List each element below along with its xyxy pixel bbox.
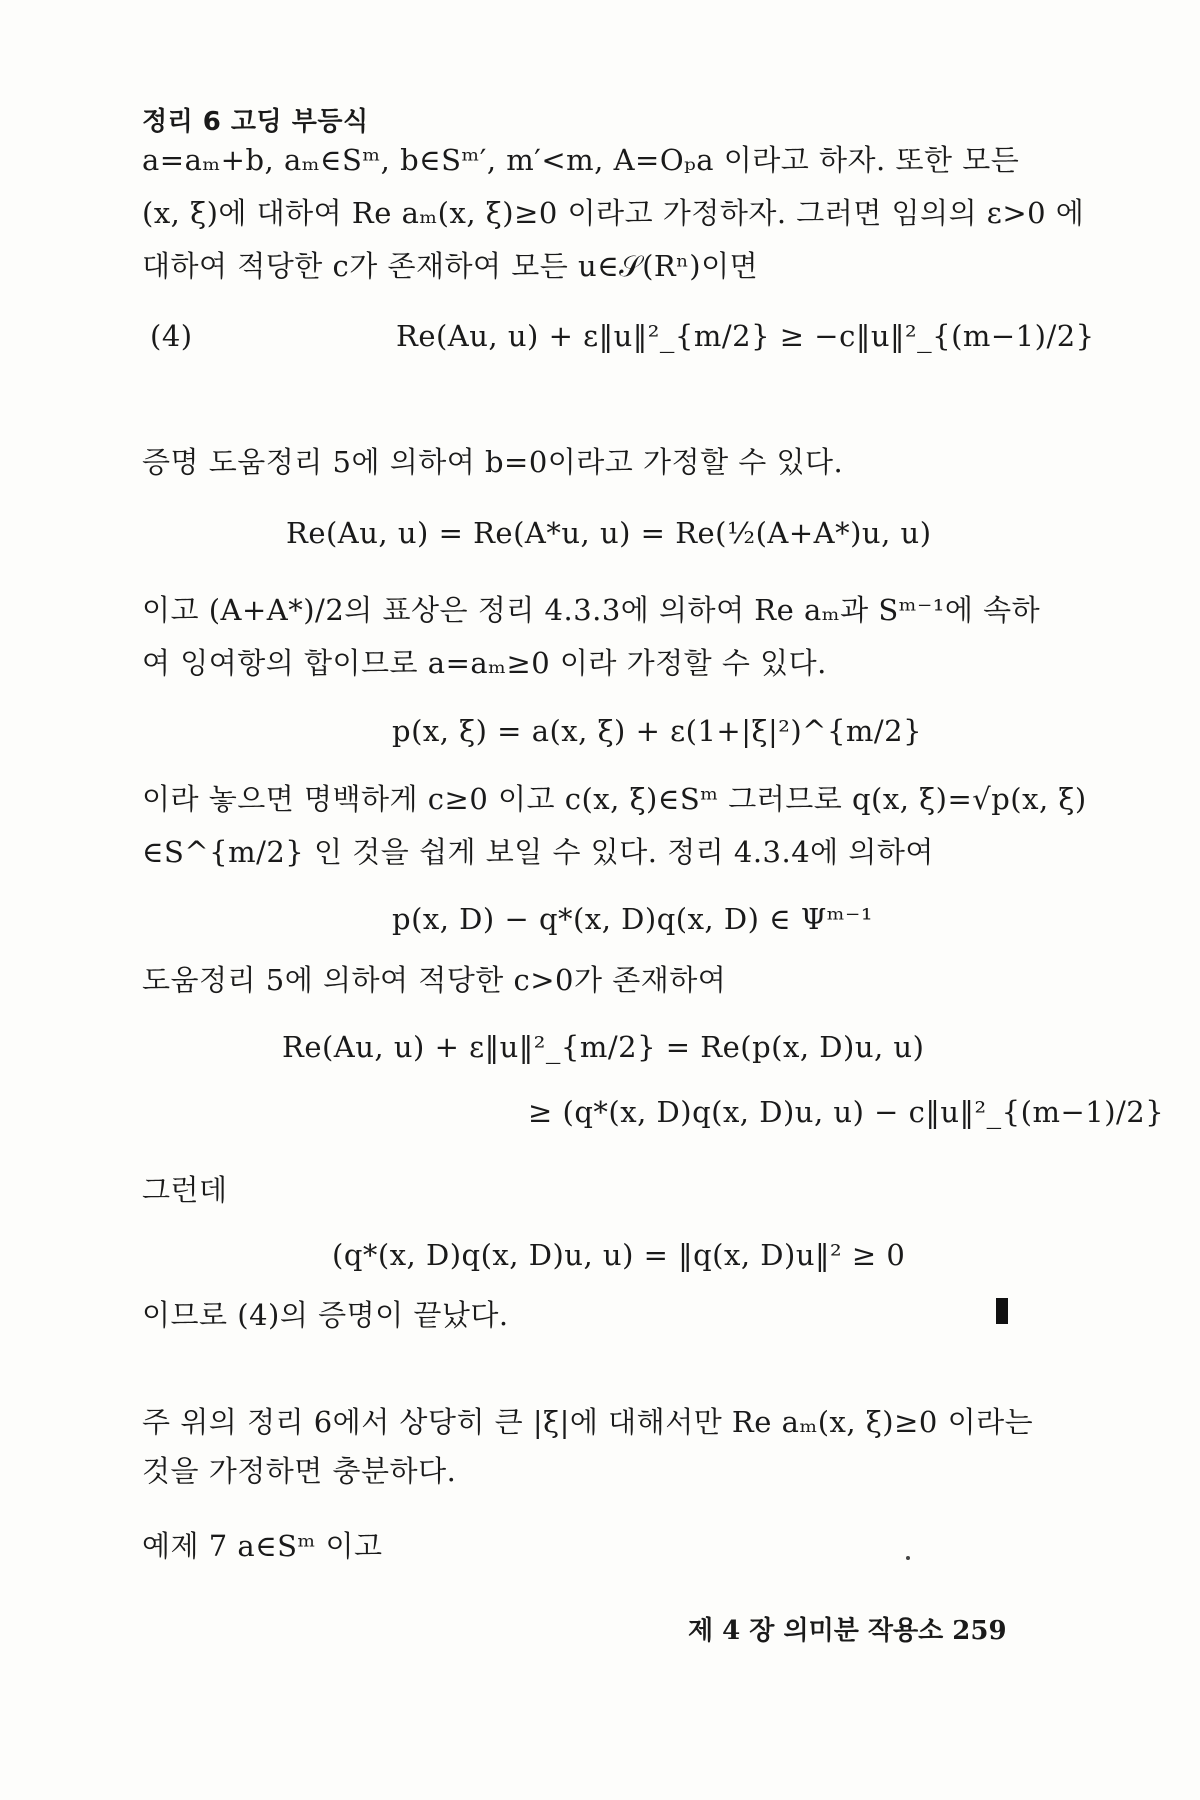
equation-re2-line-2: ≥ (q*(x, D)q(x, D)u, u) − c‖u‖²_{(m−1)/2} — [528, 1095, 1165, 1129]
theorem-line-1: a=aₘ+b, aₘ∈Sᵐ, b∈Sᵐ′, m′<m, A=Oₚa 이라고 하자. 또한 모든 — [142, 143, 1020, 177]
theorem-heading: 정리 6 고딩 부등식 — [142, 107, 369, 137]
page-footer: 제 4 장 의미분 작용소 259 — [688, 1616, 1007, 1646]
equation-q: (q*(x, D)q(x, D)u, u) = ‖q(x, D)u‖² ≥ 0 — [332, 1238, 906, 1272]
equation-re2-line-1: Re(Au, u) + ε‖u‖²_{m/2} = Re(p(x, D)u, u) — [282, 1030, 925, 1064]
theorem-line-2: (x, ξ)에 대하여 Re aₘ(x, ξ)≥0 이라고 가정하자. 그러면 임의의 ε>0 에 — [142, 196, 1085, 230]
stray-dot — [906, 1556, 910, 1560]
example-heading: 예제 7 a∈Sᵐ 이고 — [142, 1529, 383, 1563]
paragraph-3-line-1: 이라 놓으면 명백하게 c≥0 이고 c(x, ξ)∈Sᵐ 그러므로 q(x, ξ)=√p(x, ξ) — [142, 782, 1087, 816]
proof-end-line: 이므로 (4)의 증명이 끝났다. — [142, 1298, 509, 1332]
paragraph-2-line-1: 이고 (A+A*)/2의 표상은 정리 4.3.3에 의하여 Re aₘ과 Sᵐ⁻¹에 속하 — [142, 593, 1041, 627]
end-of-proof-mark — [996, 1298, 1008, 1324]
paragraph-3-line-2: ∈S^{m/2} 인 것을 쉽게 보일 수 있다. 정리 4.3.4에 의하여 — [142, 835, 934, 869]
note-line-1: 주 위의 정리 6에서 상당히 큰 |ξ|에 대해서만 Re aₘ(x, ξ)≥0 이라는 — [142, 1405, 1034, 1439]
equation-pq: p(x, D) − q*(x, D)q(x, D) ∈ Ψᵐ⁻¹ — [392, 902, 873, 936]
proof-line-1: 증명 도움정리 5에 의하여 b=0이라고 가정할 수 있다. — [142, 445, 844, 479]
equation-4: Re(Au, u) + ε‖u‖²_{m/2} ≥ −c‖u‖²_{(m−1)/2} — [396, 319, 1095, 353]
equation-p: p(x, ξ) = a(x, ξ) + ε(1+|ξ|²)^{m/2} — [392, 714, 923, 748]
note-line-2: 것을 가정하면 충분하다. — [142, 1454, 457, 1488]
equation-4-label: (4) — [150, 319, 193, 353]
equation-re: Re(Au, u) = Re(A*u, u) = Re(½(A+A*)u, u) — [286, 516, 932, 550]
paragraph-4-line-1: 도움정리 5에 의하여 적당한 c>0가 존재하여 — [142, 963, 727, 997]
theorem-line-3: 대하여 적당한 c가 존재하여 모든 u∈𝒮(Rⁿ)이면 — [142, 249, 759, 283]
paragraph-2-line-2: 여 잉여항의 합이므로 a=aₘ≥0 이라 가정할 수 있다. — [142, 646, 827, 680]
word-then: 그런데 — [142, 1173, 228, 1207]
